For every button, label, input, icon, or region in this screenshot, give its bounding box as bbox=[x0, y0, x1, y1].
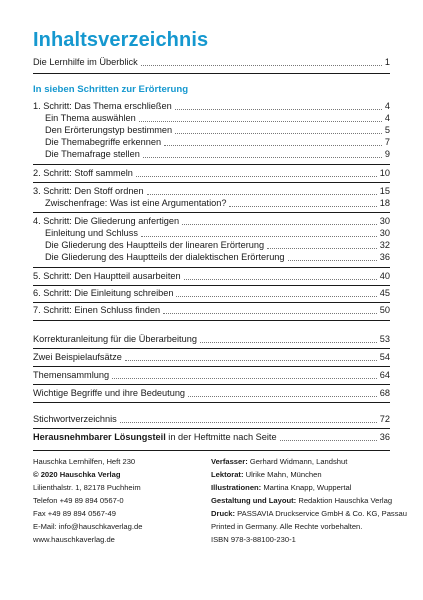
toc-entry-label: Den Erörterungstyp bestimmen bbox=[45, 125, 173, 135]
colophon-publisher bbox=[33, 455, 142, 546]
dot-leader bbox=[139, 121, 382, 122]
toc-entry-page: 30 bbox=[379, 228, 390, 238]
toc-entry-label: 5. Schritt: Den Hauptteil ausarbeiten bbox=[33, 271, 181, 281]
colophon-line: © 2020 Hauschka Verlag bbox=[33, 470, 121, 479]
dot-leader bbox=[288, 260, 377, 261]
toc-entry-page: 15 bbox=[379, 186, 390, 196]
divider bbox=[33, 164, 390, 165]
credit-value: Martina Knapp, Wuppertal bbox=[261, 483, 352, 492]
toc-entry[interactable] bbox=[33, 333, 390, 346]
toc-entry-page: 45 bbox=[379, 288, 390, 298]
toc-entry-label: Ein Thema auswählen bbox=[45, 113, 136, 123]
colophon-line: Lilienthalstr. 1, 82178 Puchheim bbox=[33, 483, 141, 492]
dot-leader bbox=[120, 422, 377, 423]
toc-entry-label: Zwischenfrage: Was ist eine Argumentation? bbox=[45, 198, 227, 208]
credit-label: Gestaltung und Layout: bbox=[211, 496, 297, 505]
toc-entry[interactable] bbox=[33, 369, 390, 382]
toc-entry-label: 4. Schritt: Die Gliederung anfertigen bbox=[33, 216, 180, 226]
credit-value: Redaktion Hauschka Verlag bbox=[296, 496, 393, 505]
toc-entry[interactable] bbox=[33, 287, 390, 300]
credit-value: Ulrike Mahn, München bbox=[243, 470, 322, 479]
toc-entry-label: 3. Schritt: Den Stoff ordnen bbox=[33, 186, 144, 196]
dot-leader bbox=[188, 396, 377, 397]
toc-entry-page: 1 bbox=[384, 57, 390, 67]
credit-line bbox=[211, 494, 407, 507]
dot-leader bbox=[136, 176, 377, 177]
dot-leader bbox=[200, 342, 377, 343]
toc-entry-label: 7. Schritt: Einen Schluss finden bbox=[33, 305, 161, 315]
toc-entry-label: Korrekturanleitung für die Überarbeitung bbox=[33, 334, 197, 344]
toc-entry-label: 2. Schritt: Stoff sammeln bbox=[33, 168, 133, 178]
toc-entry-overview[interactable] bbox=[33, 56, 390, 69]
colophon-email[interactable]: E-Mail: info@hauschkaverlag.de bbox=[33, 522, 143, 531]
toc-entry-page: 5 bbox=[384, 125, 390, 135]
dot-leader bbox=[176, 296, 376, 297]
credit-line bbox=[211, 533, 407, 546]
toc-entry[interactable] bbox=[45, 197, 390, 210]
dot-leader bbox=[125, 360, 377, 361]
colophon-line: Hauschka Lernhilfen, Heft 230 bbox=[33, 457, 136, 466]
toc-entry[interactable] bbox=[33, 413, 390, 426]
toc-entry-label: Stichwortverzeichnis bbox=[33, 414, 117, 424]
toc-entry-page: 4 bbox=[384, 113, 390, 123]
divider bbox=[33, 182, 390, 183]
toc-entry-page: 7 bbox=[384, 137, 390, 147]
credit-value: Gerhard Widmann, Landshut bbox=[247, 457, 348, 466]
toc-entry[interactable] bbox=[33, 270, 390, 283]
dot-leader bbox=[141, 236, 377, 237]
credit-value: PASSAVIA Druckservice GmbH & Co. KG, Passau bbox=[235, 509, 407, 518]
dot-leader bbox=[267, 248, 377, 249]
dot-leader bbox=[147, 194, 377, 195]
credit-label: Druck: bbox=[211, 509, 236, 518]
divider bbox=[33, 267, 390, 268]
credit-label: Illustrationen: bbox=[211, 483, 262, 492]
toc-entry-label: Wichtige Begriffe und ihre Bedeutung bbox=[33, 388, 186, 398]
toc-entry-page: 36 bbox=[379, 252, 390, 262]
toc-entry-label: 1. Schritt: Das Thema erschließen bbox=[33, 101, 172, 111]
colophon-line: Fax +49 89 894 0567-49 bbox=[33, 509, 116, 518]
divider bbox=[33, 348, 390, 349]
dot-leader bbox=[175, 133, 382, 134]
toc-entry-page: 68 bbox=[379, 388, 390, 398]
dot-leader bbox=[182, 224, 377, 225]
toc-entry-label: Zwei Beispielaufsätze bbox=[33, 352, 122, 362]
toc-entry-label: Die Gliederung des Hauptteils der dialektischen Erörterung bbox=[45, 252, 285, 262]
dot-leader bbox=[229, 206, 376, 207]
page-title: Inhaltsverzeichnis bbox=[33, 29, 209, 51]
toc-entry-label bbox=[33, 431, 277, 444]
dot-leader bbox=[163, 313, 377, 314]
toc-entry-solutions[interactable] bbox=[33, 431, 390, 444]
dot-leader bbox=[141, 65, 382, 66]
isbn: ISBN 978-3-88100-230-1 bbox=[211, 535, 296, 544]
toc-entry-page: 64 bbox=[379, 370, 390, 380]
toc-entry-label: Die Themafrage stellen bbox=[45, 149, 140, 159]
toc-entry-page: 72 bbox=[379, 414, 390, 424]
dot-leader bbox=[164, 145, 382, 146]
toc-entry[interactable] bbox=[33, 387, 390, 400]
divider bbox=[33, 366, 390, 367]
dot-leader bbox=[280, 440, 377, 441]
credit-line bbox=[211, 468, 407, 481]
dot-leader bbox=[143, 157, 382, 158]
divider bbox=[33, 402, 390, 403]
dot-leader bbox=[175, 109, 382, 110]
credit-line bbox=[211, 520, 407, 533]
colophon-divider bbox=[33, 450, 390, 451]
credit-value: Printed in Germany. Alle Rechte vorbehalten. bbox=[211, 522, 363, 531]
toc-entry[interactable] bbox=[33, 304, 390, 317]
credit-label: Verfasser: bbox=[211, 457, 248, 466]
toc-entry-page: 53 bbox=[379, 334, 390, 344]
toc-entry-page: 54 bbox=[379, 352, 390, 362]
divider bbox=[33, 428, 390, 429]
toc-entry-label: Die Gliederung des Hauptteils der linearen Erörterung bbox=[45, 240, 265, 250]
toc-entry-page: 4 bbox=[384, 101, 390, 111]
toc-entry-label: 6. Schritt: Die Einleitung schreiben bbox=[33, 288, 174, 298]
divider bbox=[33, 320, 390, 321]
toc-entry-label: Die Lernhilfe im Überblick bbox=[33, 57, 138, 67]
credit-line bbox=[211, 507, 407, 520]
divider bbox=[33, 384, 390, 385]
dot-leader bbox=[184, 279, 377, 280]
divider bbox=[33, 212, 390, 213]
colophon-website[interactable]: www.hauschkaverlag.de bbox=[33, 535, 115, 544]
toc-entry-page: 50 bbox=[379, 305, 390, 315]
solutions-bold-label: Herausnehmbarer Lösungsteil bbox=[33, 432, 166, 442]
credit-line bbox=[211, 481, 407, 494]
divider bbox=[33, 73, 390, 74]
divider bbox=[33, 285, 390, 286]
toc-entry-page: 40 bbox=[379, 271, 390, 281]
divider bbox=[33, 302, 390, 303]
dot-leader bbox=[112, 378, 377, 379]
credit-line bbox=[211, 455, 407, 468]
toc-entry[interactable] bbox=[45, 251, 390, 264]
toc-entry-page: 30 bbox=[379, 216, 390, 226]
toc-entry[interactable] bbox=[45, 148, 390, 161]
toc-entry-page: 10 bbox=[379, 168, 390, 178]
toc-entry-page: 32 bbox=[379, 240, 390, 250]
toc-entry[interactable] bbox=[33, 167, 390, 180]
colophon-credits bbox=[211, 455, 407, 546]
solutions-rest-label: in der Heftmitte nach Seite bbox=[165, 432, 277, 442]
toc-entry[interactable] bbox=[33, 351, 390, 364]
section-title: In sieben Schritten zur Erörterung bbox=[33, 84, 189, 95]
toc-entry-label: Einleitung und Schluss bbox=[45, 228, 138, 238]
toc-entry-page: 9 bbox=[384, 149, 390, 159]
colophon-line: Telefon +49 89 894 0567-0 bbox=[33, 496, 124, 505]
toc-entry-label: Themensammlung bbox=[33, 370, 110, 380]
credit-label: Lektorat: bbox=[211, 470, 244, 479]
toc-entry-page: 18 bbox=[379, 198, 390, 208]
toc-entry-page: 36 bbox=[379, 432, 390, 442]
toc-entry-label: Die Themabegriffe erkennen bbox=[45, 137, 162, 147]
